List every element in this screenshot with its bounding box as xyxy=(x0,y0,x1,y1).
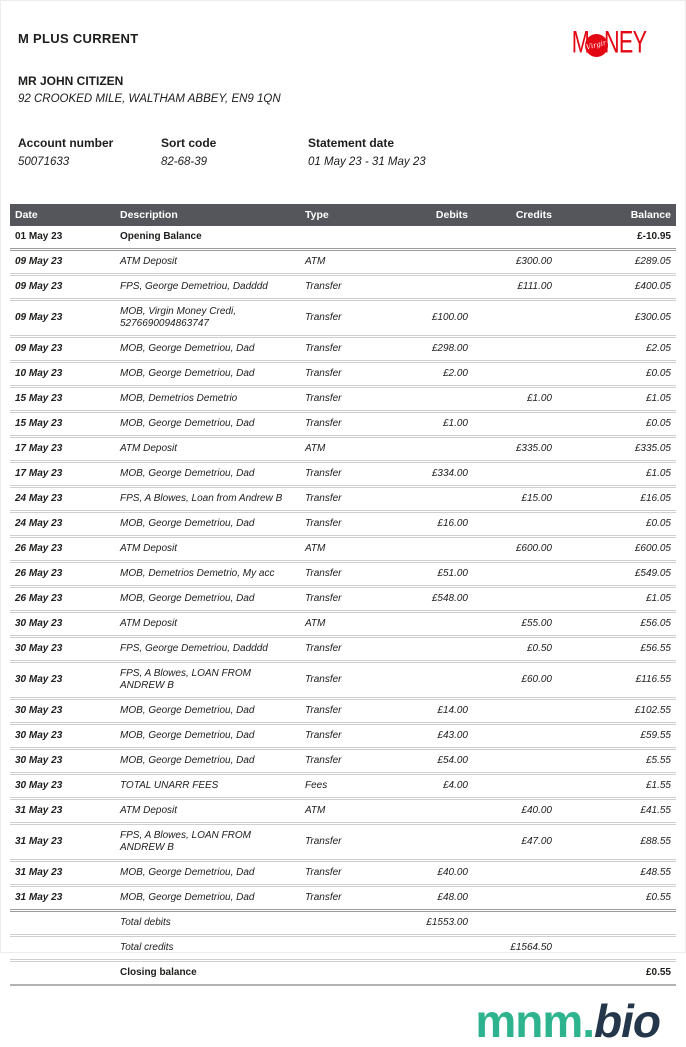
table-row xyxy=(10,387,676,412)
cell-debits xyxy=(380,275,473,300)
table-row xyxy=(10,487,676,512)
cell-date: 24 May 23 xyxy=(15,518,63,529)
cell-balance: £1.05 xyxy=(645,393,671,404)
cell-balance: £41.55 xyxy=(640,805,671,816)
table-row xyxy=(10,537,676,562)
table-row xyxy=(10,250,676,275)
cell-credits xyxy=(473,886,557,911)
table-row xyxy=(10,749,676,774)
cell-balance: £-10.95 xyxy=(637,231,671,242)
mnm-logo-suffix: bio xyxy=(594,995,660,1047)
cell-credits xyxy=(473,749,557,774)
cell-debits: £298.00 xyxy=(431,343,468,354)
cell-credits: £1564.50 xyxy=(510,942,552,953)
cell-debits xyxy=(380,662,473,699)
cell-type: Transfer xyxy=(305,674,342,685)
cell-type xyxy=(300,936,380,961)
cell-date: 30 May 23 xyxy=(15,674,63,685)
cell-date: 01 May 23 xyxy=(15,231,63,242)
cell-credits xyxy=(473,961,557,986)
account-meta-row xyxy=(1,136,685,168)
cell-balance: £48.55 xyxy=(640,867,671,878)
table-row xyxy=(10,587,676,612)
cell-date: 30 May 23 xyxy=(15,780,63,791)
cell-balance: £0.05 xyxy=(645,368,671,379)
virgin-circle-text: Virgin xyxy=(585,38,609,52)
cell-type: Transfer xyxy=(305,343,342,354)
table-row xyxy=(10,799,676,824)
cell-credits xyxy=(473,699,557,724)
statement-date-label: Statement date xyxy=(308,136,395,150)
cell-credits: £300.00 xyxy=(515,256,552,267)
cell-type: Transfer xyxy=(305,867,342,878)
mnm-bio-logo xyxy=(1,995,685,1047)
table-row xyxy=(10,699,676,724)
column-header-balance: Balance xyxy=(557,204,676,226)
cell-type: Transfer xyxy=(305,393,342,404)
cell-balance xyxy=(557,936,676,961)
table-row xyxy=(10,774,676,799)
account-number-value: 50071633 xyxy=(18,156,70,168)
cell-debits xyxy=(380,226,473,250)
cell-date: 17 May 23 xyxy=(15,443,63,454)
cell-description: FPS, George Demetriou, Dadddd xyxy=(120,643,268,654)
transactions-table xyxy=(10,204,676,986)
cell-credits: £40.00 xyxy=(521,805,552,816)
cell-credits xyxy=(473,362,557,387)
cell-credits xyxy=(473,562,557,587)
table-row xyxy=(10,911,676,936)
table-row xyxy=(10,861,676,886)
cell-balance: £600.05 xyxy=(634,543,671,554)
cell-type: Transfer xyxy=(305,418,342,429)
cell-credits: £55.00 xyxy=(521,618,552,629)
cell-debits: £51.00 xyxy=(437,568,468,579)
cell-credits: £0.50 xyxy=(526,643,552,654)
cell-date: 26 May 23 xyxy=(15,568,63,579)
cell-date: 31 May 23 xyxy=(15,867,63,878)
cell-date: 31 May 23 xyxy=(15,892,63,903)
cell-type: Transfer xyxy=(305,368,342,379)
table-row xyxy=(10,362,676,387)
cell-balance: £300.05 xyxy=(634,312,671,323)
table-row xyxy=(10,412,676,437)
cell-credits xyxy=(473,226,557,250)
cell-debits: £54.00 xyxy=(437,755,468,766)
cell-debits: £334.00 xyxy=(431,468,468,479)
cell-balance: £400.05 xyxy=(634,281,671,292)
cell-credits xyxy=(473,512,557,537)
table-row xyxy=(10,437,676,462)
cell-description: FPS, A Blowes, Loan from Andrew B xyxy=(120,493,283,504)
table-row xyxy=(10,275,676,300)
account-number-label: Account number xyxy=(18,136,114,150)
cell-date xyxy=(10,961,115,986)
table-row xyxy=(10,724,676,749)
customer-address: 92 CROOKED MILE, WALTHAM ABBEY, EN9 1QN xyxy=(18,93,281,105)
cell-debits xyxy=(380,612,473,637)
cell-description: MOB, George Demetriou, Dad xyxy=(120,368,255,379)
cell-description: MOB, George Demetriou, Dad xyxy=(120,468,255,479)
table-row xyxy=(10,226,676,250)
cell-debits: £43.00 xyxy=(437,730,468,741)
cell-debits xyxy=(380,961,473,986)
cell-debits: £16.00 xyxy=(437,518,468,529)
cell-balance: £1.55 xyxy=(645,780,671,791)
cell-balance: £56.55 xyxy=(640,643,671,654)
statement-date-block xyxy=(308,136,426,168)
cell-debits: £2.00 xyxy=(442,368,468,379)
cell-credits xyxy=(473,911,557,936)
cell-credits: £60.00 xyxy=(521,674,552,685)
cell-debits xyxy=(380,824,473,861)
cell-date xyxy=(10,911,115,936)
cell-description: MOB, George Demetriou, Dad xyxy=(120,730,255,741)
cell-type: Transfer xyxy=(305,593,342,604)
cell-description: ATM Deposit xyxy=(120,618,178,629)
cell-debits xyxy=(380,487,473,512)
cell-type: ATM xyxy=(305,618,326,629)
cell-description: ATM Deposit xyxy=(120,256,178,267)
cell-type xyxy=(300,961,380,986)
cell-description: MOB, George Demetriou, Dad xyxy=(120,892,255,903)
cell-description: MOB, George Demetriou, Dad xyxy=(120,867,255,878)
customer-name: MR JOHN CITIZEN xyxy=(18,74,124,88)
cell-type: ATM xyxy=(305,256,326,267)
cell-date: 30 May 23 xyxy=(15,755,63,766)
cell-debits: £40.00 xyxy=(437,867,468,878)
table-row xyxy=(10,637,676,662)
cell-balance: £0.05 xyxy=(645,518,671,529)
cell-debits: £548.00 xyxy=(431,593,468,604)
column-header-date: Date xyxy=(10,204,115,226)
cell-balance xyxy=(557,911,676,936)
cell-credits xyxy=(473,412,557,437)
cell-date: 31 May 23 xyxy=(15,836,63,847)
cell-credits: £111.00 xyxy=(517,281,552,292)
cell-type: ATM xyxy=(305,543,326,554)
cell-date: 30 May 23 xyxy=(15,705,63,716)
cell-balance: £5.55 xyxy=(645,755,671,766)
cell-type: Transfer xyxy=(305,643,342,654)
logo-letters-ney: NEY xyxy=(604,25,647,60)
cell-debits xyxy=(380,637,473,662)
table-row xyxy=(10,612,676,637)
mnm-logo-prefix: mnm. xyxy=(475,995,595,1047)
table-row xyxy=(10,462,676,487)
cell-date: 31 May 23 xyxy=(15,805,63,816)
cell-credits xyxy=(473,462,557,487)
table-row xyxy=(10,662,676,699)
cell-date: 09 May 23 xyxy=(15,343,63,354)
cell-credits xyxy=(473,300,557,337)
customer-block xyxy=(1,74,685,105)
table-row xyxy=(10,337,676,362)
cell-description: FPS, A Blowes, LOAN FROM ANDREW B xyxy=(120,668,251,691)
cell-type: ATM xyxy=(305,805,326,816)
cell-description: MOB, Virgin Money Credi, 5276690094863747 xyxy=(120,306,236,329)
account-number-block xyxy=(18,136,161,168)
cell-debits xyxy=(380,799,473,824)
cell-type: Transfer xyxy=(305,705,342,716)
cell-description: MOB, George Demetriou, Dad xyxy=(120,418,255,429)
table-row xyxy=(10,512,676,537)
cell-balance: £102.55 xyxy=(634,705,671,716)
column-header-type: Type xyxy=(300,204,380,226)
cell-balance: £335.05 xyxy=(634,443,671,454)
cell-debits: £48.00 xyxy=(437,892,468,903)
cell-debits xyxy=(380,437,473,462)
table-row xyxy=(10,300,676,337)
sort-code-block xyxy=(161,136,308,168)
cell-type: Transfer xyxy=(305,518,342,529)
cell-description: MOB, George Demetriou, Dad xyxy=(120,518,255,529)
cell-description: ATM Deposit xyxy=(120,543,178,554)
cell-credits: £47.00 xyxy=(521,836,552,847)
cell-date: 15 May 23 xyxy=(15,418,63,429)
cell-date: 09 May 23 xyxy=(15,256,63,267)
transactions-body xyxy=(10,226,676,985)
table-row xyxy=(10,936,676,961)
cell-debits xyxy=(380,387,473,412)
cell-debits: £100.00 xyxy=(431,312,468,323)
cell-credits xyxy=(473,587,557,612)
cell-debits xyxy=(380,250,473,275)
cell-type: Transfer xyxy=(305,468,342,479)
cell-balance: £56.05 xyxy=(640,618,671,629)
cell-description: ATM Deposit xyxy=(120,443,178,454)
cell-debits xyxy=(380,936,473,961)
cell-date: 30 May 23 xyxy=(15,618,63,629)
cell-date: 30 May 23 xyxy=(15,643,63,654)
cell-debits: £14.00 xyxy=(437,705,468,716)
cell-credits xyxy=(473,861,557,886)
logo-letter-m: M xyxy=(572,25,590,60)
cell-type: Transfer xyxy=(305,836,342,847)
cell-description: MOB, Demetrios Demetrio, My acc xyxy=(120,568,275,579)
cell-description: MOB, Demetrios Demetrio xyxy=(120,393,238,404)
cell-description: MOB, George Demetriou, Dad xyxy=(120,343,255,354)
statement-header xyxy=(1,1,685,58)
cell-type: Transfer xyxy=(305,568,342,579)
cell-description: FPS, A Blowes, LOAN FROM ANDREW B xyxy=(120,830,251,853)
cell-date: 26 May 23 xyxy=(15,593,63,604)
cell-balance: £0.55 xyxy=(645,967,671,978)
cell-credits xyxy=(473,337,557,362)
cell-balance: £1.05 xyxy=(645,593,671,604)
cell-balance: £2.05 xyxy=(645,343,671,354)
cell-description: MOB, George Demetriou, Dad xyxy=(120,593,255,604)
cell-debits: £4.00 xyxy=(442,780,468,791)
cell-date: 10 May 23 xyxy=(15,368,63,379)
cell-credits: £1.00 xyxy=(526,393,552,404)
cell-balance: £88.55 xyxy=(640,836,671,847)
cell-description: MOB, George Demetriou, Dad xyxy=(120,755,255,766)
cell-type xyxy=(300,911,380,936)
cell-credits xyxy=(473,774,557,799)
cell-date: 24 May 23 xyxy=(15,493,63,504)
cell-type: Transfer xyxy=(305,892,342,903)
cell-balance: £116.55 xyxy=(635,674,671,685)
cell-balance: £0.55 xyxy=(645,892,671,903)
cell-date: 09 May 23 xyxy=(15,312,63,323)
cell-debits: £1.00 xyxy=(442,418,468,429)
table-row xyxy=(10,886,676,911)
cell-debits: £1553.00 xyxy=(426,917,468,928)
cell-debits xyxy=(380,537,473,562)
cell-credits: £15.00 xyxy=(521,493,552,504)
statement-date-value: 01 May 23 - 31 May 23 xyxy=(308,156,426,168)
cell-description: Total credits xyxy=(120,942,174,953)
cell-date: 17 May 23 xyxy=(15,468,63,479)
cell-description: MOB, George Demetriou, Dad xyxy=(120,705,255,716)
cell-balance: £16.05 xyxy=(640,493,671,504)
cell-type: Transfer xyxy=(305,493,342,504)
cell-date xyxy=(10,936,115,961)
table-row xyxy=(10,961,676,986)
cell-description: Total debits xyxy=(120,917,171,928)
cell-credits xyxy=(473,724,557,749)
cell-description: Closing balance xyxy=(120,967,197,978)
table-header-row xyxy=(10,204,676,226)
cell-type: Transfer xyxy=(305,281,342,292)
cell-date: 26 May 23 xyxy=(15,543,63,554)
cell-description: TOTAL UNARR FEES xyxy=(120,780,219,791)
column-header-credits: Credits xyxy=(473,204,557,226)
product-title: M PLUS CURRENT xyxy=(18,31,139,46)
cell-type: ATM xyxy=(305,443,326,454)
cell-date: 30 May 23 xyxy=(15,730,63,741)
table-row xyxy=(10,824,676,861)
cell-type: Fees xyxy=(305,780,328,791)
cell-type: Transfer xyxy=(305,755,342,766)
sort-code-value: 82-68-39 xyxy=(161,156,208,168)
cell-date: 15 May 23 xyxy=(15,393,63,404)
cell-credits: £335.00 xyxy=(515,443,552,454)
cell-description: FPS, George Demetriou, Dadddd xyxy=(120,281,268,292)
column-header-debits: Debits xyxy=(380,204,473,226)
cell-balance: £289.05 xyxy=(634,256,671,267)
table-row xyxy=(10,562,676,587)
cell-description: ATM Deposit xyxy=(120,805,178,816)
cell-balance: £59.55 xyxy=(640,730,671,741)
cell-balance: £0.05 xyxy=(645,418,671,429)
cell-balance: £549.05 xyxy=(634,568,671,579)
cell-credits: £600.00 xyxy=(515,543,552,554)
virgin-money-logo xyxy=(565,25,663,60)
cell-date: 09 May 23 xyxy=(15,281,63,292)
cell-description: Opening Balance xyxy=(120,231,202,242)
cell-balance: £1.05 xyxy=(645,468,671,479)
cell-type xyxy=(300,226,380,250)
cell-type: Transfer xyxy=(305,730,342,741)
column-header-description: Description xyxy=(115,204,300,226)
sort-code-label: Sort code xyxy=(161,136,217,150)
cell-type: Transfer xyxy=(305,312,342,323)
